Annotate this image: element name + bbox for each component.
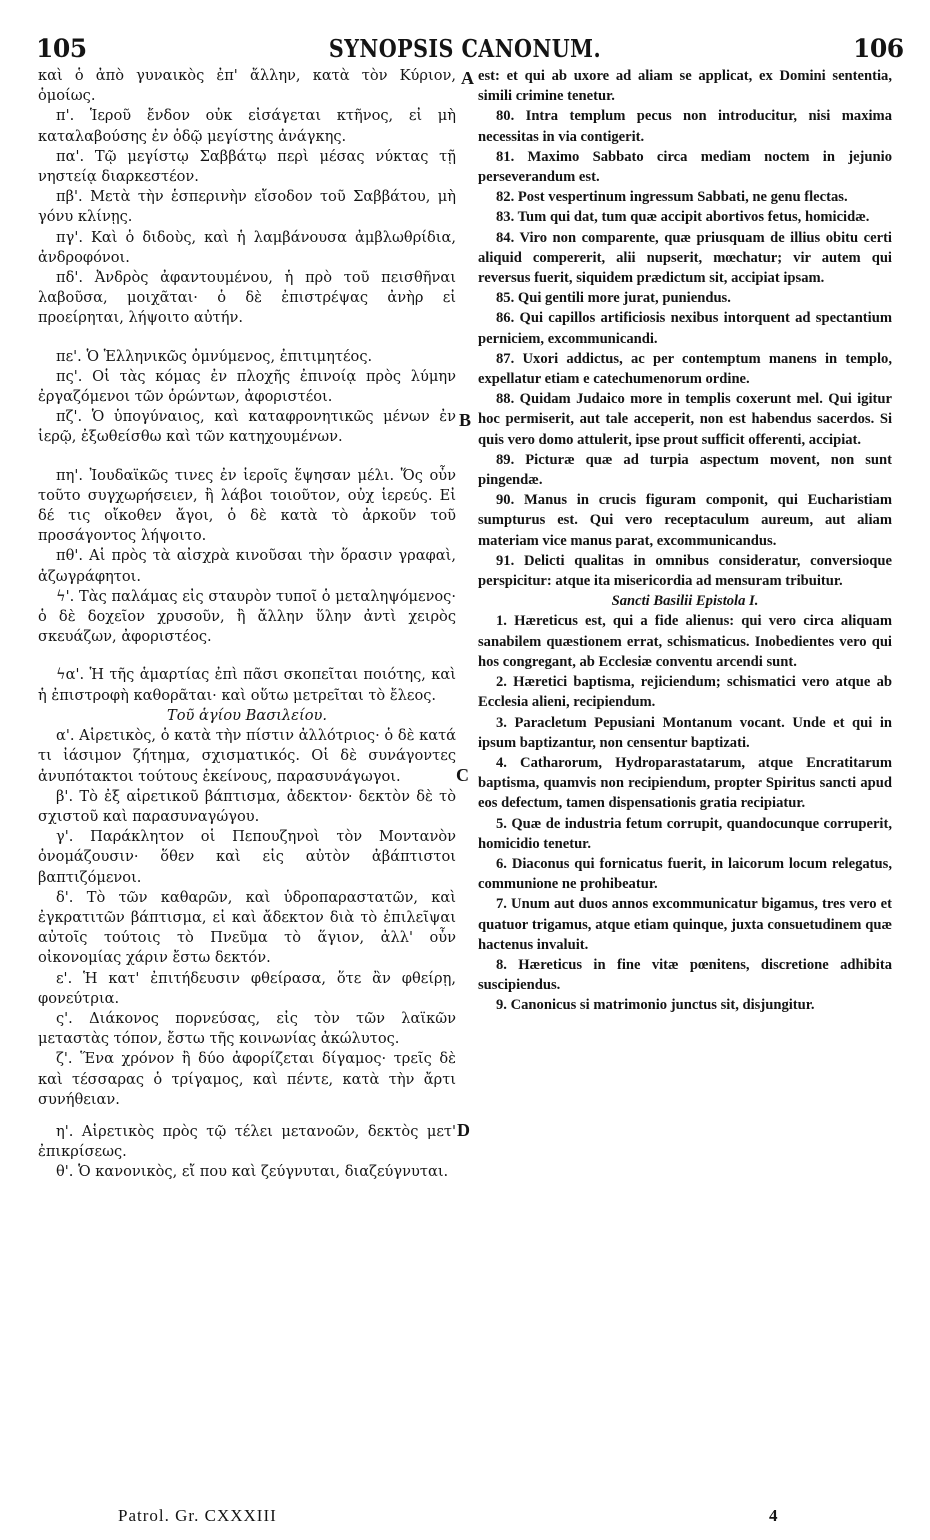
margin-marker-c: C	[456, 765, 469, 785]
greek-canon-86: πς'. Οἱ τὰς κόμας ἐν πλοχῆς ἐπινοίᾳ πρὸς λύμην ἐργαζόμενοι τῶν ὁρώντων, ἀφοριστέοι.	[38, 367, 456, 406]
latin-basil-5: 5. Quæ de industria fetum corrupit, quandocunque corruperit, homicidio tenetur.	[478, 815, 892, 852]
latin-canon-82: 82. Post vespertinum ingressum Sabbati, ne genu flectas.	[496, 189, 848, 206]
greek-paragraph: καὶ ὁ ἀπὸ γυναικὸς ἐπ' ἄλλην, κατὰ τὸν Κύριον, ὁμοίως.	[38, 67, 456, 105]
greek-canon-90: ϟ'. Τὰς παλάμας εἰς σταυρὸν τυποῖ ὁ μεταληψόμενος· ὁ δὲ δοχεῖον χρυσοῦν, ἢ ἄλλην ὕλην ἀντὶ χειρὸς σκευάζων, ἀφοριστέος.	[38, 587, 456, 646]
greek-canon-88: πη'. Ἰουδαϊκῶς τινες ἐν ἱεροῖς ἕψησαν μέλι. Ὅς οὖν τοῦτο συγχωρήσειεν, ἢ λάβοι τοιοῦτον, οὐχ ἱερεύς. Εἰ δέ τις οἴκοθεν ἄγοι, ὁ δὲ κατὰ τὸ ἀρκοῦν τοῦ προσάγοντος λήψοιτο.	[38, 466, 456, 545]
margin-marker-b: B	[459, 410, 472, 430]
greek-basil-2: β'. Τὸ ἐξ αἱρετικοῦ βάπτισμα, ἀδεκτον· δεκτὸν δὲ τὸ σχιστοῦ καὶ παρασυναγώγου.	[38, 787, 456, 825]
greek-canon-91: ϟα'. Ἡ τῆς ἁμαρτίας ἐπὶ πᾶσι σκοπεῖται ποιότης, καὶ ἡ ἐπιστροφὴ καθορᾶται· καὶ οὕτω μετρεῖται τὸ ἔλεος.	[38, 666, 456, 704]
greek-basil-5: ε'. Ἡ κατ' ἐπιτήδευσιν φθείρασα, ὅτε ἂν φθείρῃ, φονεύτρια.	[38, 969, 456, 1007]
latin-column	[478, 66, 892, 1016]
greek-canon-81: πα'. Τῷ μεγίστῳ Σαββάτῳ περὶ μέσας νύκτας τῇ νηστείᾳ διαρκεστέον.	[38, 147, 456, 186]
footer-volume: Patrol. Gr. CXXXIII	[118, 1506, 277, 1525]
greek-section-heading: Τοῦ ἁγίου Βασιλείου.	[167, 706, 327, 724]
latin-basil-3: 3. Paracletum Pepusiani Montanum vocant. Unde et qui in ipsum baptizantur, non censentur baptizati.	[478, 714, 892, 751]
margin-marker-d: D	[457, 1120, 470, 1140]
greek-canon-80: π'. Ἱεροῦ ἔνδον οὐκ εἰσάγεται κτῆνος, εἰ μὴ καταλαβούσης ἐν ὁδῷ μεγίστης ἀνάγκης.	[38, 107, 456, 145]
left-page-number: 105	[36, 34, 87, 63]
latin-canon-81: 81. Maximo Sabbato circa mediam noctem in jejunio perseverandum est.	[478, 148, 892, 186]
latin-canon-91: 91. Delicti qualitas in omnibus consideratur, conversioque perspicitur: atque ita misericordia ad mensuram tribuitur.	[478, 552, 892, 590]
latin-section-heading: Sancti Basilii Epistola I.	[611, 593, 759, 610]
margin-marker-a: A	[461, 68, 474, 88]
latin-basil-1: 1. Hæreticus est, qui a fide alienus: qui vero circa aliquam sanabilem quæstionem errat, schismaticus. Inobedientes vero qui hos congregant, ab Ecclesiæ conventu arcendi sunt.	[478, 613, 892, 670]
latin-basil-7: 7. Unum aut duos annos excommunicatur bigamus, tres vero et quatuor trigamus, atque etiam quinque, juxta consuetudinem quæ hactenus invaluit.	[478, 896, 892, 953]
greek-basil-7: ζ'. Ἕνα χρόνον ἢ δύο ἀφορίζεται δίγαμος· τρεῖς δὲ καὶ τέσσαρας ὁ τρίγαμος, καὶ πέντε, κατὰ τὴν ἄρτι συνήθειαν.	[38, 1050, 456, 1108]
latin-canon-86: 86. Qui capillos artificiosis nexibus intorquent ad spectantium perniciem, excommunicandi.	[478, 310, 892, 347]
latin-canon-83: 83. Tum qui dat, tum quæ accipit abortivos fetus, homicidæ.	[496, 209, 870, 226]
greek-basil-8: η'. Αἱρετικὸς πρὸς τῷ τέλει μετανοῶν, δεκτὸς μετ' ἐπικρίσεως.	[38, 1122, 456, 1161]
greek-canon-87: πζ'. Ὁ ὑπογύναιος, καὶ καταφρονητικῶς μένων ἐν ἱερῷ, ἐξωθείσθω καὶ τῶν κατηχουμένων.	[38, 408, 456, 446]
latin-paragraph: est: et qui ab uxore ad aliam se applicat, ex Domini sententia, simili crimine tenetur.	[478, 68, 892, 105]
greek-canon-82: πβ'. Μετὰ τὴν ἑσπερινὴν εἴσοδον τοῦ Σαββάτου, μὴ γόνυ κλίνῃς.	[38, 188, 456, 226]
greek-canon-89: πθ'. Αἱ πρὸς τὰ αἰσχρὰ κινοῦσαι τὴν ὅρασιν γραφαὶ, ἀζωγράφητοι.	[38, 547, 456, 585]
latin-basil-4: 4. Catharorum, Hydroparastatarum, atque Encratitarum baptisma, quamvis non recipiendum, propter Spiritus sancti apud eos defectum, tamen dispensationis gratia recipiatur.	[478, 754, 892, 812]
latin-canon-80: 80. Intra templum pecus non introducitur, nisi maxima necessitas in via contigerit.	[478, 108, 892, 145]
latin-canon-88: 88. Quidam Judaico more in templis coxerunt mel. Qui igitur hoc permiserit, aut tale acceperit, non est habendus sacerdos. Si quis vero domo attulerit, ipse prout sufficit offerenti, accipiat.	[478, 391, 892, 448]
latin-basil-9: 9. Canonicus si matrimonio junctus sit, disjungitur.	[496, 997, 815, 1014]
latin-basil-8: 8. Hæreticus in fine vitæ pœnitens, discretione adhibita suscipiendus.	[478, 956, 892, 994]
running-title: SYNOPSIS CANONUM.	[328, 34, 602, 63]
greek-basil-3: γ'. Παράκλητον οἱ Πεπουζηνοὶ τὸν Μοντανὸν ὀνομάζουσιν· ὅθεν καὶ εἰς αὐτὸν ἀβάπτιστοι βαπτιζόμενοι.	[38, 828, 456, 886]
latin-canon-84: 84. Viro non comparente, quæ priusquam de illius obitu certi aliquid compererit, alii nupserit, mœchatur; vir autem qui reversus fuerit, siquidem prædictum sit, accipiat ipsam.	[478, 229, 892, 287]
greek-basil-6: ς'. Διάκονος πορνεύσας, εἰς τὸν τῶν λαϊκῶν μεταστὰς τόπον, ἔστω τῆς κοινωνίας ἀκώλυτος.	[38, 1009, 456, 1048]
greek-basil-9: θ'. Ὁ κανονικὸς, εἴ που καὶ ζεύγνυται, διαζεύγνυται.	[56, 1163, 449, 1181]
right-page-number: 106	[853, 34, 904, 63]
greek-column	[38, 66, 456, 1183]
latin-canon-89: 89. Picturæ quæ ad turpia aspectum movent, non sunt pingendæ.	[478, 451, 892, 489]
greek-basil-4: δ'. Τὸ τῶν καθαρῶν, καὶ ὑδροπαραστατῶν, καὶ ἐγκρατιτῶν βάπτισμα, εἰ καὶ ἄδεκτον διὰ τὸ ἐπιλεῖψαι αὐτοῖς τούτοις τὸ Πνεῦμα τὸ ἅγιον, ἀλλ' οὖν οἰκονομίας χάριν ἔστω δεκτόν.	[38, 888, 456, 967]
greek-canon-84: πδ'. Ἀνδρὸς ἀφαντουμένου, ἡ πρὸ τοῦ πεισθῆναι λαβοῦσα, μοιχᾶται· ὁ δὲ ἐπιστρέψας ἀνὴρ εἰ προείρηται, λήψοιτο αὐτήν.	[38, 269, 456, 327]
greek-basil-1: α'. Αἱρετικὸς, ὁ κατὰ τὴν πίστιν ἀλλότριος· ὁ δὲ κατά τι ἰάσιμον ζήτημα, σχισματικός. Οἱ δὲ συνάγοντες ἀνυπότακτοι τούτους ἐκείνους, παρασυνάγωγοι.	[38, 727, 456, 785]
latin-basil-6: 6. Diaconus qui fornicatus fuerit, in laicorum locum relegatus, communione ne prohibeatur.	[478, 855, 892, 893]
latin-canon-87: 87. Uxori addictus, ac per contemptum manens in templo, expellatur etiam e catechumenorum ordine.	[478, 350, 892, 388]
greek-canon-85: πε'. Ὁ Ἑλληνικῶς ὀμνύμενος, ἐπιτιμητέος.	[56, 347, 373, 365]
greek-canon-83: πγ'. Καὶ ὁ διδοὺς, καὶ ἡ λαμβάνουσα ἀμβλωθρίδια, ἀνδροφόνοι.	[38, 228, 456, 266]
latin-canon-90: 90. Manus in crucis figuram componit, qui Eucharistiam sumpturus est. Qui vero receptaculum aureum, aut aliam materiam vice manus parat, excommunicandus.	[478, 492, 892, 549]
latin-canon-85: 85. Qui gentili more jurat, puniendus.	[496, 290, 731, 307]
latin-basil-2: 2. Hæretici baptisma, rejiciendum; schismatici vero atque ab Ecclesia alieni, recipiendum.	[478, 674, 892, 711]
footer-signature: 4	[769, 1506, 778, 1525]
